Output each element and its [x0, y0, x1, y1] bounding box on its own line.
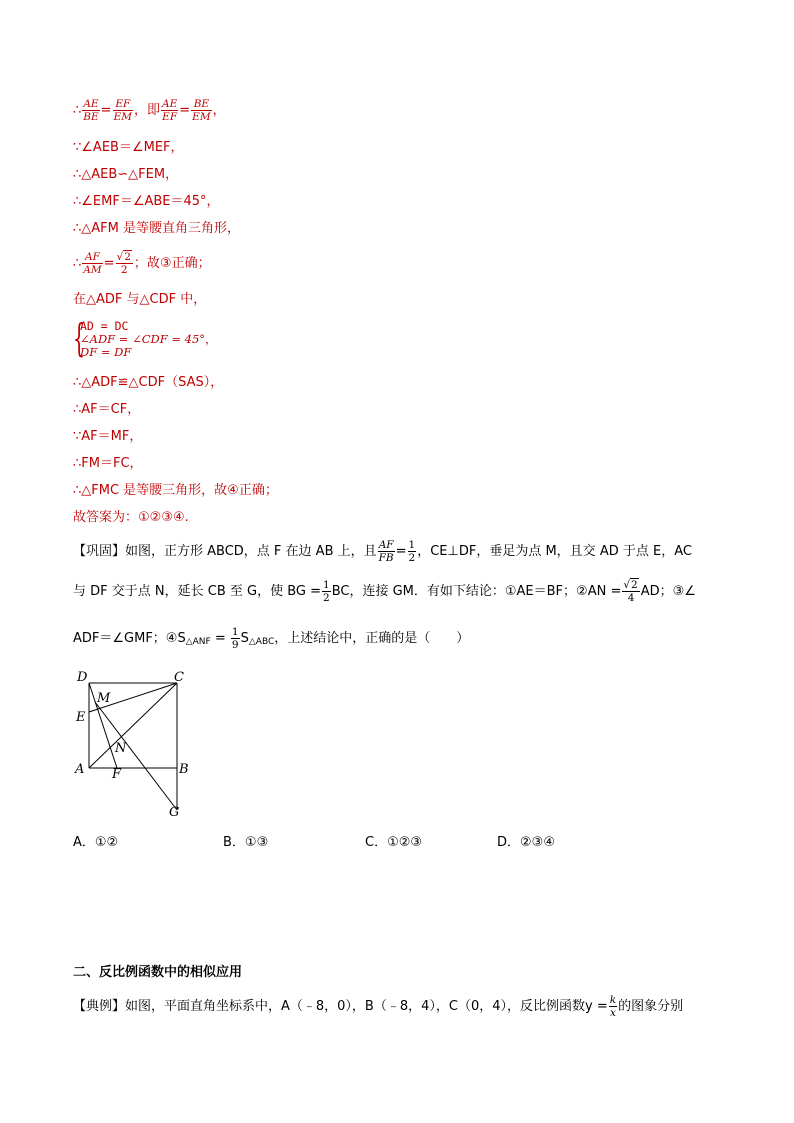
fraction	[622, 579, 639, 604]
denominator: EM	[192, 111, 211, 123]
denominator: 2	[120, 264, 128, 276]
numerator: AE	[83, 98, 99, 110]
therefore-symbol: ∴	[73, 256, 82, 271]
sqrt-symbol: √2	[623, 579, 638, 591]
solution-line-5: ∴△AFM 是等腰直角三角形，	[73, 221, 240, 236]
solution-line-13: 故答案为：①②③④.	[73, 510, 189, 525]
solution-line-8: ∴△ADF≌△CDF（SAS），	[73, 375, 224, 390]
example-line-1	[73, 992, 683, 1022]
solution-line-7: 在△ADF 与△CDF 中，	[73, 292, 207, 307]
problem-line-3	[73, 625, 469, 656]
text: ADF＝∠GMF；④S	[73, 631, 186, 646]
fraction	[82, 98, 99, 123]
numerator: AF	[378, 539, 394, 551]
option-d[interactable]: D．②③④	[497, 835, 555, 850]
fraction	[161, 98, 178, 123]
numerator: AF	[82, 251, 102, 264]
label-g: G	[169, 805, 180, 820]
numerator: 1	[323, 579, 330, 591]
radicand: 2	[631, 579, 638, 591]
text: 与 DF 交于点 N，延长 CB 至 G，使 BG =	[73, 584, 321, 599]
label-n: N	[115, 741, 127, 756]
option-a[interactable]: A．①②	[73, 835, 119, 850]
subscript: △ANF	[185, 637, 211, 647]
text: ，CE⊥DF，垂足为点 M，且交 AD 于点 E，AC	[417, 544, 692, 559]
text: ，即	[134, 103, 161, 118]
therefore-symbol: ∴	[73, 103, 82, 118]
fraction	[408, 539, 417, 564]
left-brace: {	[73, 316, 86, 360]
label-d: D	[77, 670, 88, 685]
fraction	[609, 994, 617, 1019]
fraction	[191, 98, 211, 123]
subscript: △ABC	[248, 637, 275, 647]
system-row-1: AD = DC	[80, 319, 129, 333]
label-c: C	[174, 670, 184, 685]
text: AD；③∠	[640, 584, 696, 599]
fraction	[82, 251, 102, 276]
text: ，	[212, 103, 226, 118]
segment-gm	[95, 702, 177, 810]
sqrt-symbol: √2	[116, 251, 131, 263]
option-b[interactable]: B．①③	[223, 835, 269, 850]
fraction	[113, 98, 133, 123]
denominator: 9	[231, 639, 239, 651]
solution-line-1	[73, 98, 226, 123]
solution-line-12: ∴△FMC 是等腰三角形，故④正确；	[73, 483, 278, 498]
numerator: 1	[408, 539, 416, 551]
equals: =	[214, 631, 226, 646]
option-c[interactable]: C．①②③	[365, 835, 423, 850]
numerator: k	[609, 994, 617, 1006]
text: ；故③正确；	[133, 256, 211, 271]
denominator: EM	[113, 111, 132, 123]
fraction	[231, 626, 240, 651]
text: 的图象分别	[618, 999, 684, 1014]
problem-line-2	[73, 578, 696, 606]
label-f: F	[112, 767, 122, 782]
equation-system	[73, 316, 217, 362]
text: ，上述结论中，正确的是（ ）	[274, 631, 470, 646]
equals: =	[100, 103, 112, 118]
label-m: M	[97, 691, 111, 706]
solution-line-10: ∵AF＝MF，	[73, 429, 143, 444]
solution-line-2: ∵∠AEB＝∠MEF，	[73, 140, 184, 155]
solution-line-6	[73, 251, 211, 276]
fraction	[322, 579, 331, 604]
comma: ，	[205, 332, 217, 346]
denominator: FB	[378, 552, 394, 564]
text: 【典例】如图，平面直角坐标系中，A（﹣8，0），B（﹣8，4），C（0，4），反比例函数y =	[73, 999, 608, 1014]
denominator: x	[609, 1007, 616, 1019]
label-b: B	[179, 762, 189, 777]
geometry-figure	[70, 665, 200, 825]
text: S	[240, 631, 249, 646]
equals: =	[395, 544, 407, 559]
equals: =	[103, 256, 115, 271]
denominator: 2	[323, 592, 330, 604]
system-row-2-text: ∠ADF = ∠CDF = 45°	[80, 332, 206, 346]
denominator: AM	[83, 264, 102, 276]
label-e: E	[76, 710, 86, 725]
section-title: 二、反比例函数中的相似应用	[73, 965, 243, 980]
radicand: 2	[124, 251, 131, 263]
solution-line-3: ∴△AEB∽△FEM，	[73, 167, 179, 182]
denominator: EF	[162, 111, 178, 123]
text: 【巩固】如图，正方形 ABCD，点 F 在边 AB 上，且	[73, 544, 377, 559]
problem-line-1	[73, 538, 692, 566]
numerator: AE	[162, 98, 178, 110]
system-row-3: DF = DF	[80, 345, 132, 359]
numerator: EF	[113, 98, 133, 111]
equals: =	[179, 103, 191, 118]
denominator: 2	[408, 552, 416, 564]
fraction	[378, 539, 395, 564]
fraction	[116, 251, 133, 276]
numerator: BE	[191, 98, 211, 111]
denominator: BE	[83, 111, 99, 123]
solution-line-11: ∴FM＝FC，	[73, 456, 143, 471]
text: BC，连接 GM．有如下结论：①AE＝BF；②AN =	[331, 584, 622, 599]
label-a: A	[75, 762, 85, 777]
denominator: 4	[627, 592, 635, 604]
solution-line-4: ∴∠EMF＝∠ABE＝45°，	[73, 194, 220, 209]
solution-line-9: ∴AF＝CF，	[73, 402, 141, 417]
numerator: 1	[231, 626, 239, 638]
